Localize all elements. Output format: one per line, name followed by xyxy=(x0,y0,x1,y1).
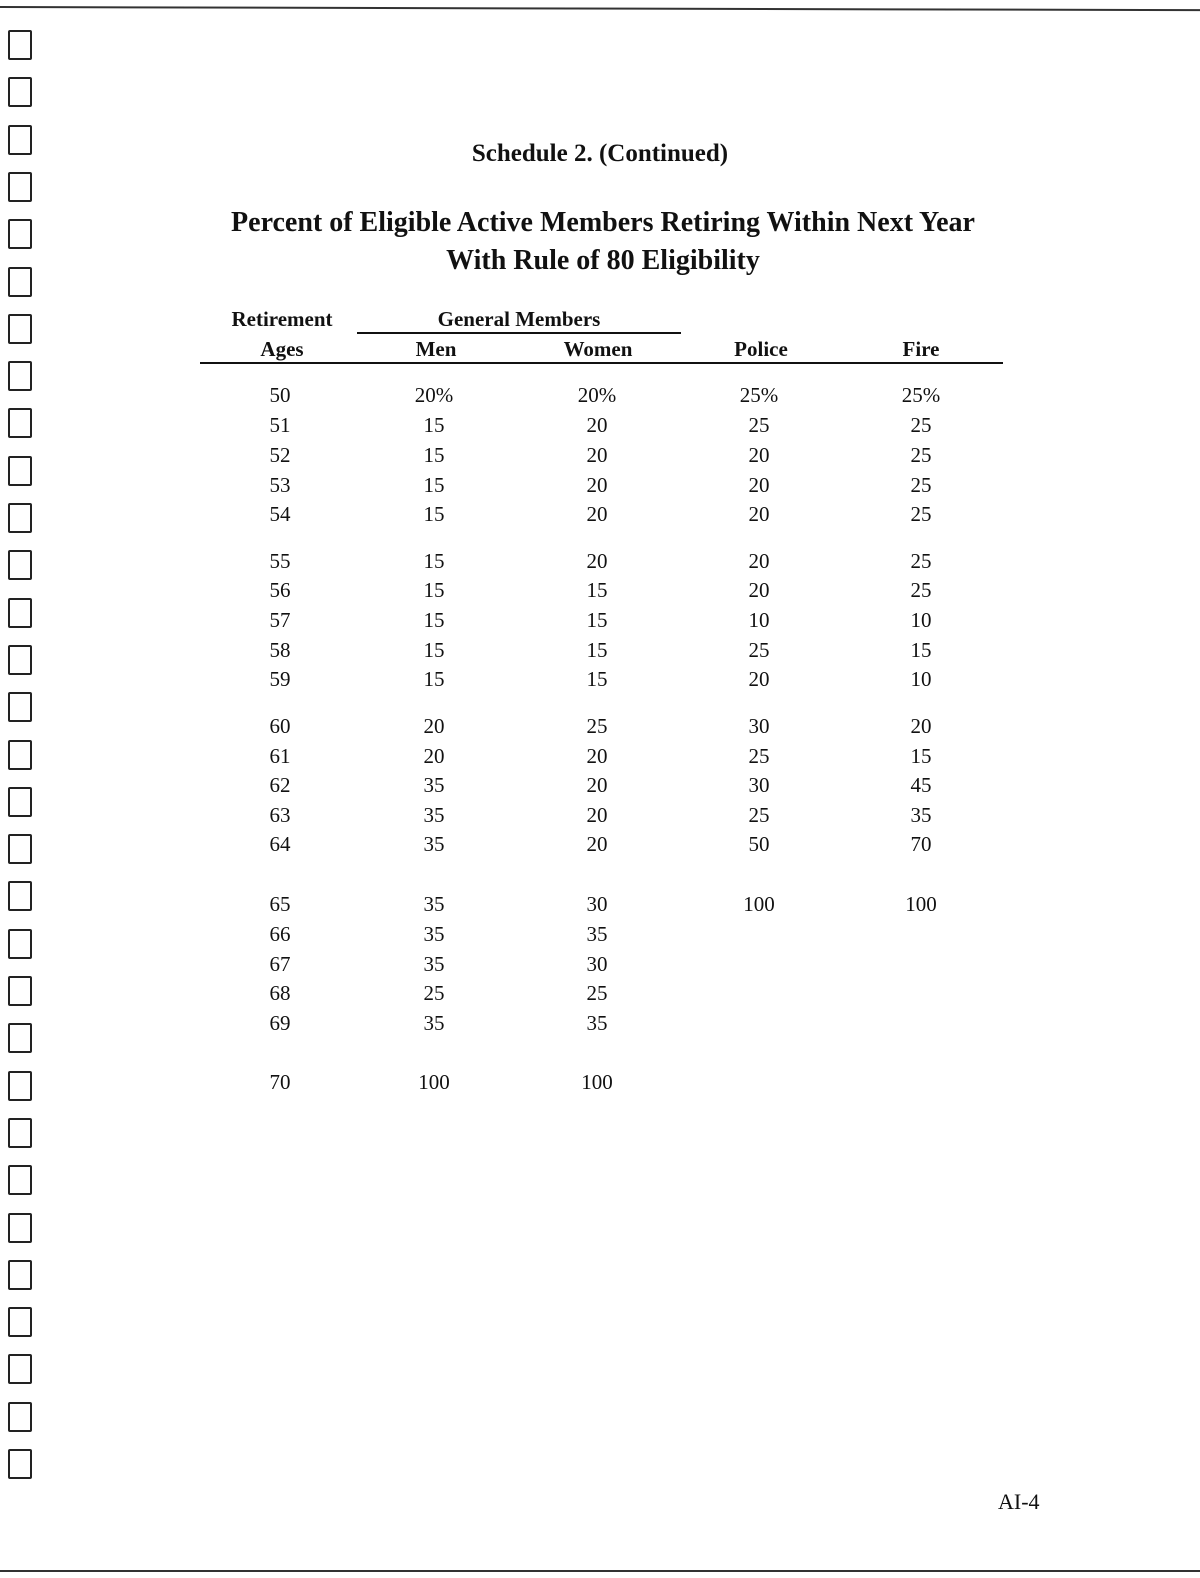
cell-fire: 20 xyxy=(910,714,932,738)
cell-age: 61 xyxy=(269,744,291,768)
cell-police: 20 xyxy=(748,443,770,467)
binder-hole xyxy=(8,787,32,817)
cell-age: 62 xyxy=(269,773,291,797)
cell-age: 50 xyxy=(269,383,291,407)
cell-age: 54 xyxy=(269,502,291,526)
cell-men: 35 xyxy=(423,1011,445,1035)
cell-fire: 25 xyxy=(910,473,932,497)
cell-women: 20 xyxy=(586,473,608,497)
cell-men: 15 xyxy=(423,443,445,467)
binder-hole xyxy=(8,881,32,911)
cell-fire: 25 xyxy=(910,502,932,526)
binder-hole xyxy=(8,692,32,722)
page-number: AI-4 xyxy=(998,1489,1040,1514)
cell-men: 100 xyxy=(418,1070,450,1094)
cell-men: 15 xyxy=(423,608,445,632)
binder-hole xyxy=(8,30,32,60)
binder-hole xyxy=(8,1402,32,1432)
cell-age: 66 xyxy=(269,922,291,946)
cell-men: 35 xyxy=(423,803,445,827)
cell-police: 10 xyxy=(748,608,770,632)
cell-women: 35 xyxy=(586,922,608,946)
title-line-2: With Rule of 80 Eligibility xyxy=(446,245,760,276)
binder-hole xyxy=(8,834,32,864)
cell-fire: 25 xyxy=(910,549,932,573)
cell-women: 100 xyxy=(581,1070,613,1094)
binder-hole xyxy=(8,408,32,438)
header-fire: Fire xyxy=(902,337,940,361)
binder-hole xyxy=(8,503,32,533)
cell-age: 58 xyxy=(269,638,291,662)
cell-age: 63 xyxy=(269,803,291,827)
cell-men: 15 xyxy=(423,502,445,526)
cell-men: 15 xyxy=(423,667,445,691)
binder-hole xyxy=(8,550,32,580)
binder-hole xyxy=(8,1449,32,1479)
cell-police: 30 xyxy=(748,714,770,738)
cell-police: 25 xyxy=(748,803,770,827)
cell-age: 60 xyxy=(269,714,291,738)
cell-women: 20 xyxy=(586,549,608,573)
cell-women: 20 xyxy=(586,744,608,768)
header-police: Police xyxy=(734,337,788,361)
binder-hole xyxy=(8,645,32,675)
cell-age: 68 xyxy=(269,981,291,1005)
title-line-1: Percent of Eligible Active Members Retiring Within Next Year xyxy=(231,207,975,238)
cell-men: 15 xyxy=(423,413,445,437)
cell-women: 20 xyxy=(586,803,608,827)
binder-hole xyxy=(8,598,32,628)
cell-women: 20 xyxy=(586,413,608,437)
cell-women: 30 xyxy=(586,952,608,976)
binder-hole xyxy=(8,172,32,202)
cell-age: 59 xyxy=(269,667,291,691)
table-title xyxy=(0,204,1200,280)
cell-fire: 45 xyxy=(910,773,932,797)
cell-police: 20 xyxy=(748,502,770,526)
cell-age: 57 xyxy=(269,608,291,632)
cell-women: 15 xyxy=(586,667,608,691)
binder-hole xyxy=(8,929,32,959)
cell-age: 56 xyxy=(269,578,291,602)
cell-women: 25 xyxy=(586,981,608,1005)
header-retirement: Retirement xyxy=(231,307,333,331)
header-men: Men xyxy=(415,337,457,361)
cell-fire: 25% xyxy=(901,383,941,407)
cell-women: 30 xyxy=(586,892,608,916)
cell-women: 20 xyxy=(586,832,608,856)
cell-women: 25 xyxy=(586,714,608,738)
cell-police: 20 xyxy=(748,549,770,573)
cell-men: 15 xyxy=(423,549,445,573)
cell-fire: 25 xyxy=(910,578,932,602)
cell-fire: 15 xyxy=(910,744,932,768)
cell-men: 15 xyxy=(423,473,445,497)
cell-fire: 10 xyxy=(910,667,932,691)
header-ages: Ages xyxy=(260,337,304,361)
cell-fire: 25 xyxy=(910,443,932,467)
cell-age: 67 xyxy=(269,952,291,976)
cell-police: 20 xyxy=(748,667,770,691)
binder-hole xyxy=(8,740,32,770)
cell-women: 20 xyxy=(586,443,608,467)
cell-men: 35 xyxy=(423,773,445,797)
cell-age: 52 xyxy=(269,443,291,467)
header-underline xyxy=(200,362,1003,364)
cell-men: 35 xyxy=(423,892,445,916)
binder-hole xyxy=(8,361,32,391)
cell-women: 20% xyxy=(577,383,617,407)
cell-women: 15 xyxy=(586,578,608,602)
cell-age: 51 xyxy=(269,413,291,437)
scan-top-edge xyxy=(0,6,1200,11)
binder-hole xyxy=(8,1354,32,1384)
cell-age: 69 xyxy=(269,1011,291,1035)
header-general-members: General Members xyxy=(437,307,601,331)
scan-bottom-edge xyxy=(0,1570,1200,1572)
cell-age: 64 xyxy=(269,832,291,856)
binder-hole xyxy=(8,976,32,1006)
binder-hole xyxy=(8,314,32,344)
cell-men: 35 xyxy=(423,922,445,946)
binder-hole xyxy=(8,1071,32,1101)
cell-police: 25% xyxy=(739,383,779,407)
cell-fire: 100 xyxy=(905,892,937,916)
cell-fire: 70 xyxy=(910,832,932,856)
cell-age: 53 xyxy=(269,473,291,497)
cell-men: 35 xyxy=(423,832,445,856)
cell-age: 55 xyxy=(269,549,291,573)
binder-hole xyxy=(8,456,32,486)
cell-age: 70 xyxy=(269,1070,291,1094)
cell-women: 20 xyxy=(586,502,608,526)
cell-women: 15 xyxy=(586,638,608,662)
cell-police: 50 xyxy=(748,832,770,856)
cell-women: 35 xyxy=(586,1011,608,1035)
cell-police: 20 xyxy=(748,578,770,602)
cell-police: 30 xyxy=(748,773,770,797)
binder-hole xyxy=(8,77,32,107)
cell-fire: 25 xyxy=(910,413,932,437)
header-women: Women xyxy=(563,337,633,361)
binder-hole xyxy=(8,1213,32,1243)
cell-men: 20 xyxy=(423,714,445,738)
cell-police: 100 xyxy=(743,892,775,916)
cell-men: 15 xyxy=(423,578,445,602)
cell-age: 65 xyxy=(269,892,291,916)
cell-police: 25 xyxy=(748,744,770,768)
cell-women: 15 xyxy=(586,608,608,632)
schedule-title: Schedule 2. (Continued) xyxy=(471,140,729,167)
cell-fire: 15 xyxy=(910,638,932,662)
binder-hole xyxy=(8,1023,32,1053)
cell-fire: 10 xyxy=(910,608,932,632)
cell-men: 35 xyxy=(423,952,445,976)
binder-hole xyxy=(8,1165,32,1195)
binder-hole xyxy=(8,1260,32,1290)
cell-police: 20 xyxy=(748,473,770,497)
cell-women: 20 xyxy=(586,773,608,797)
cell-men: 20% xyxy=(414,383,454,407)
binder-hole xyxy=(8,1307,32,1337)
cell-fire: 35 xyxy=(910,803,932,827)
cell-men: 25 xyxy=(423,981,445,1005)
cell-men: 20 xyxy=(423,744,445,768)
general-members-underline xyxy=(357,332,681,334)
cell-men: 15 xyxy=(423,638,445,662)
cell-police: 25 xyxy=(748,638,770,662)
binder-hole xyxy=(8,1118,32,1148)
cell-police: 25 xyxy=(748,413,770,437)
